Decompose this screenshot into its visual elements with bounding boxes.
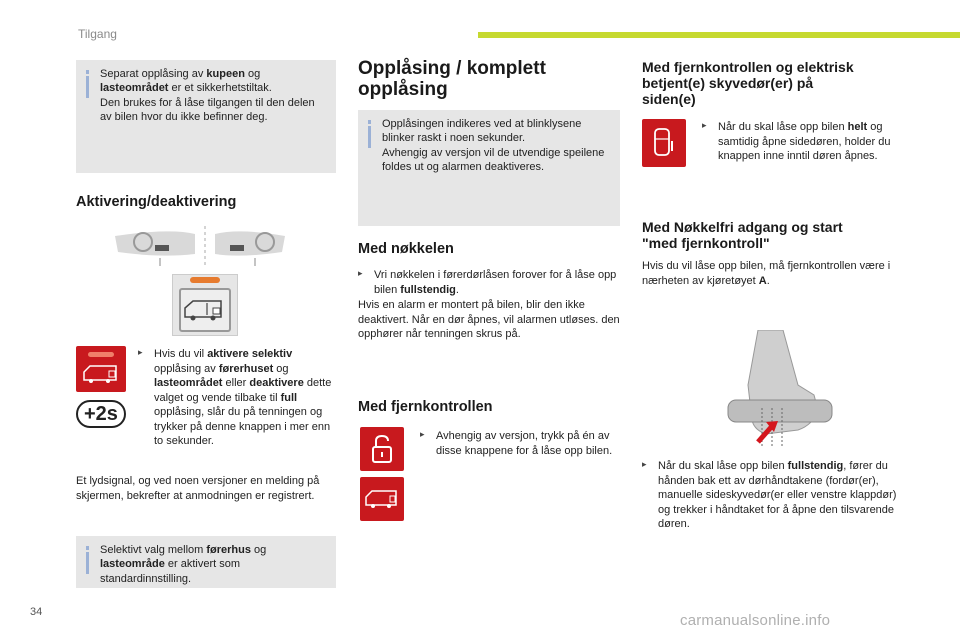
sliding-door-icon xyxy=(652,127,676,159)
keyless-paragraph: Hvis du vil låse opp bilen, må fjernkontrollen være i nærheten av kjøretøyet A. xyxy=(642,260,891,287)
sliding-door-button-icon xyxy=(642,119,686,167)
bullet-marker-icon: ▸ xyxy=(702,120,707,130)
sound-signal-paragraph: Et lydsignal, og ved noen versjoner en melding på skjermen, bekrefter at anmodningen er registrert. xyxy=(76,475,320,502)
info-box-unlock-indication xyxy=(358,110,620,226)
bullet-marker-icon: ▸ xyxy=(358,268,363,278)
info-text: Separat opplåsing av kupeen og lasteområdet er et sikkerhetstiltak. Den brukes for å låse tilgangen til den delen av bilen hvor du ikke befinner deg. xyxy=(100,68,315,123)
heading-remote-sliding-door: Med fjernkontrollen og elektrisk betjent(e) skyvedør(er) på siden(e) xyxy=(642,59,854,108)
dashboard-illustration xyxy=(110,222,290,268)
van-lock-icon xyxy=(364,487,400,511)
bullet-marker-icon: ▸ xyxy=(420,429,425,439)
hand-on-door-handle-illustration xyxy=(718,330,838,455)
heading-activation: Aktivering/deaktivering xyxy=(76,194,237,210)
padlock-open-icon xyxy=(371,434,393,464)
van-lock-icon xyxy=(82,362,120,386)
info-icon xyxy=(86,546,89,574)
two-seconds-badge: +2s xyxy=(76,400,126,428)
heading-with-remote: Med fjernkontrollen xyxy=(358,399,493,415)
bullet-marker-icon: ▸ xyxy=(138,347,143,357)
van-unlock-button-icon xyxy=(360,477,404,521)
info-box-separate-unlocking xyxy=(76,60,336,173)
heading-with-key: Med nøkkelen xyxy=(358,241,454,257)
info-box-default-selection xyxy=(76,536,336,588)
page-number: 34 xyxy=(30,606,43,618)
unlock-button-icon xyxy=(360,427,404,471)
bullet-marker-icon: ▸ xyxy=(642,459,647,469)
info-icon xyxy=(368,120,371,148)
van-lock-icon xyxy=(183,297,227,323)
section-label: Tilgang xyxy=(78,27,117,41)
alarm-paragraph: Hvis en alarm er montert på bilen, blir den ikke deaktivert. Når en dør åpnes, vil alarmen utløses. den opphører når tenningen skrus på. xyxy=(358,299,620,341)
info-text: Selektivt valg mellom førerhus og lasteområde er aktivert som standardinnstilling. xyxy=(100,544,267,585)
header-accent-bar xyxy=(478,32,960,38)
selective-unlock-button-illustration xyxy=(172,274,238,336)
heading-keyless-access: Med Nøkkelfri adgang og start "med fjernkontroll" xyxy=(642,219,843,252)
selective-button-red-icon xyxy=(76,346,126,392)
info-icon xyxy=(86,70,89,98)
watermark: carmanualsonline.info xyxy=(680,612,831,629)
info-text: Opplåsingen indikeres ved at blinklysene blinker raskt i noen sekunder. Avhengig av versjon vil de utvendige speilene foldes ut og alarmen deaktiveres. xyxy=(382,118,605,173)
heading-unlocking: Opplåsing / komplett opplåsing xyxy=(358,58,546,100)
